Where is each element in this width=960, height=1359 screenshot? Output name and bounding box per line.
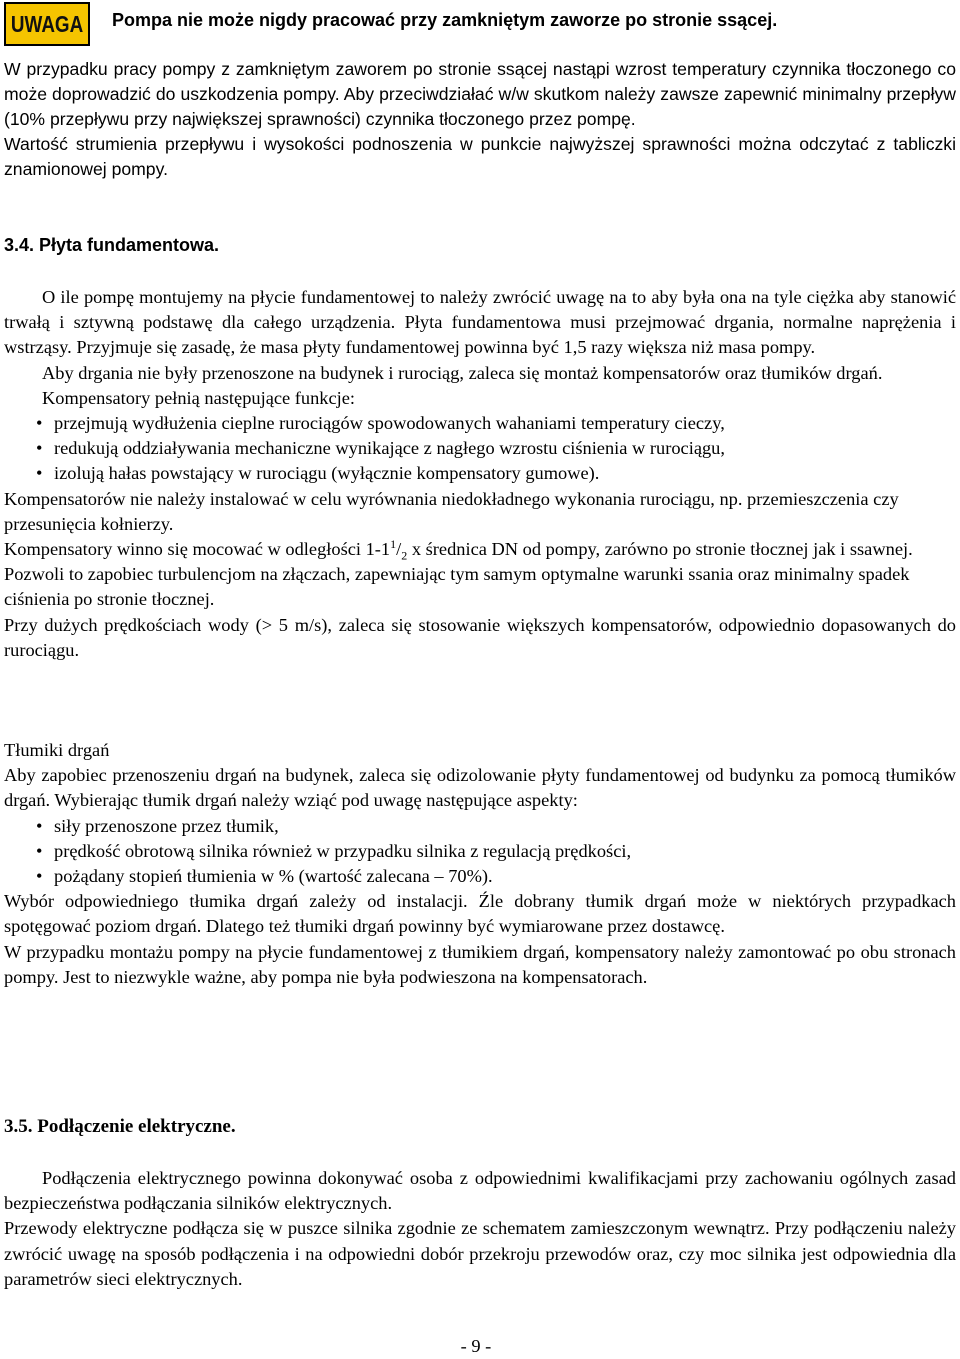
foundation-paragraph-5: Kompensatory winno się mocować w odległości $1-1^1/_2$ x średnica DN od pompy, zarówno po stronie tłocznej jak i ssawnej. Pozwoli to zapobiec turbulencjom na złączach, zapewniając tym samym optymalne warunki ssania oraz minimalny spadek ciśnienia po stronie tłocznej. — [4, 536, 913, 610]
damper-aspects-list — [4, 814, 956, 890]
foundation-paragraph-1: O ile pompę montujemy na płycie fundamentowej to należy zwrócić uwagę na to aby była ona na tyle ciężka aby stanowić trwałą i sztywną podstawę dla całego urządzenia. Płyta fundamentowa musi przejmować drgania, normalne naprężenia i wstrząsy. Przyjmuje się zasadę, że masa płyty fundamentowej powinna być 1,5 razy większa niż masa pompy. — [4, 287, 956, 358]
list-item: • prędkość obrotową silnika również w przypadku silnika z regulacją prędkości, — [4, 839, 956, 864]
list-item: • redukują oddziaływania mechaniczne wynikające z nagłego wzrostu ciśnienia w rurociągu, — [4, 436, 956, 461]
bullet-icon: • — [36, 866, 43, 887]
list-item: • siły przenoszone przez tłumik, — [4, 814, 956, 839]
section-heading-plate: 3.4. Płyta fundamentowa. — [4, 235, 220, 255]
dampers-section — [4, 738, 956, 990]
compensators-intro: Kompensatory pełnią następujące funkcje: — [42, 387, 356, 408]
bullet-icon: • — [36, 840, 43, 861]
compensator-functions-list — [4, 411, 956, 487]
dampers-paragraph-2: Wybór odpowiedniego tłumika drgań zależy od instalacji. Źle dobrany tłumik drgań może w niektórych przypadkach spotęgować poziom drgań. Dlatego też tłumiki drgań powinny być wymiarowane przez dostawcę. — [4, 891, 956, 937]
list-item: • izolują hałas powstający w rurociągu (wyłącznie kompensatory gumowe). — [4, 461, 956, 486]
electrical-paragraph-1: Podłączenia elektrycznego powinna dokonywać osoba z odpowiednimi kwalifikacjami przy zachowaniu ogólnych zasad bezpieczeństwa podłączania silników elektrycznych. — [4, 1168, 956, 1214]
bullet-icon: • — [36, 438, 43, 459]
section-heading-electrical: 3.5. Podłączenie elektryczne. — [4, 1116, 236, 1137]
foundation-paragraph-6: Przy dużych prędkościach wody (> 5 m/s), zaleca się stosowanie większych kompensatorów, odpowiednio dopasowanych do rurociągu. — [4, 614, 956, 660]
dampers-paragraph-3: W przypadku montażu pompy na płycie fundamentowej z tłumikiem drgań, kompensatory należy zamontować po obu stronach pompy. Jest to niezwykle ważne, aby pompa nie była podwieszona na kompensatorach. — [4, 941, 956, 987]
warning-title: Pompa nie może nigdy pracować przy zamkniętym zaworze po stronie ssącej. — [112, 10, 778, 30]
intro-section — [4, 57, 956, 182]
foundation-paragraph-4: Kompensatorów nie należy instalować w celu wyrównania niedokładnego wykonania rurociągu, np. przemieszczenia czy przesunięcia kołnierzy. — [4, 488, 899, 534]
bullet-icon: • — [36, 413, 43, 434]
dampers-heading: Tłumiki drgań — [4, 740, 110, 760]
list-item: • pożądany stopień tłumienia w % (wartość zalecana – 70%). — [4, 864, 956, 889]
bullet-icon: • — [36, 463, 43, 484]
warning-badge — [4, 2, 90, 46]
electrical-paragraph-2: Przewody elektryczne podłącza się w puszce silnika zgodnie ze schematem zamieszczonym wewnątrz. Przy podłączeniu należy zwrócić uwagę na sposób podłączenia i na odpowiedni dobór przekroju przewodów oraz, czy moc silnika jest odpowiednia dla parametrów sieci elektrycznych. — [4, 1218, 956, 1289]
bullet-icon: • — [36, 815, 43, 836]
foundation-paragraph-2: Aby drgania nie były przenoszone na budynek i rurociąg, zaleca się montaż kompensatorów oraz tłumików drgań. — [42, 362, 883, 383]
warning-banner — [4, 2, 956, 48]
list-item: • przejmują wydłużenia cieplne rurociągów spowodowanych wahaniami temperatury cieczy, — [4, 411, 956, 436]
warning-badge-label: UWAGA — [10, 10, 84, 37]
dampers-paragraph-1: Aby zapobiec przenoszeniu drgań na budynek, zaleca się odizolowanie płyty fundamentowej od budynku za pomocą tłumików drgań. Wybierając tłumik drgań należy wziąć pod uwagę następujące aspekty: — [4, 765, 956, 811]
foundation-section — [4, 285, 956, 663]
intro-paragraph-2: Wartość strumienia przepływu i wysokości podnoszenia w punkcie najwyższej sprawności można odczytać z tabliczki znamionowej pompy. — [4, 134, 956, 179]
electrical-section — [4, 1166, 956, 1292]
page-number: - 9 - — [460, 1336, 492, 1356]
intro-paragraph-1: W przypadku pracy pompy z zamkniętym zaworem po stronie ssącej nastąpi wzrost temperatury czynnika tłoczonego co może doprowadzić do uszkodzenia pompy. Aby przeciwdziałać w/w skutkom należy zawsze zapewnić minimalny przepływ (10% przepływu przy największej sprawności) czynnika tłoczonego przez pompę. — [4, 59, 956, 129]
